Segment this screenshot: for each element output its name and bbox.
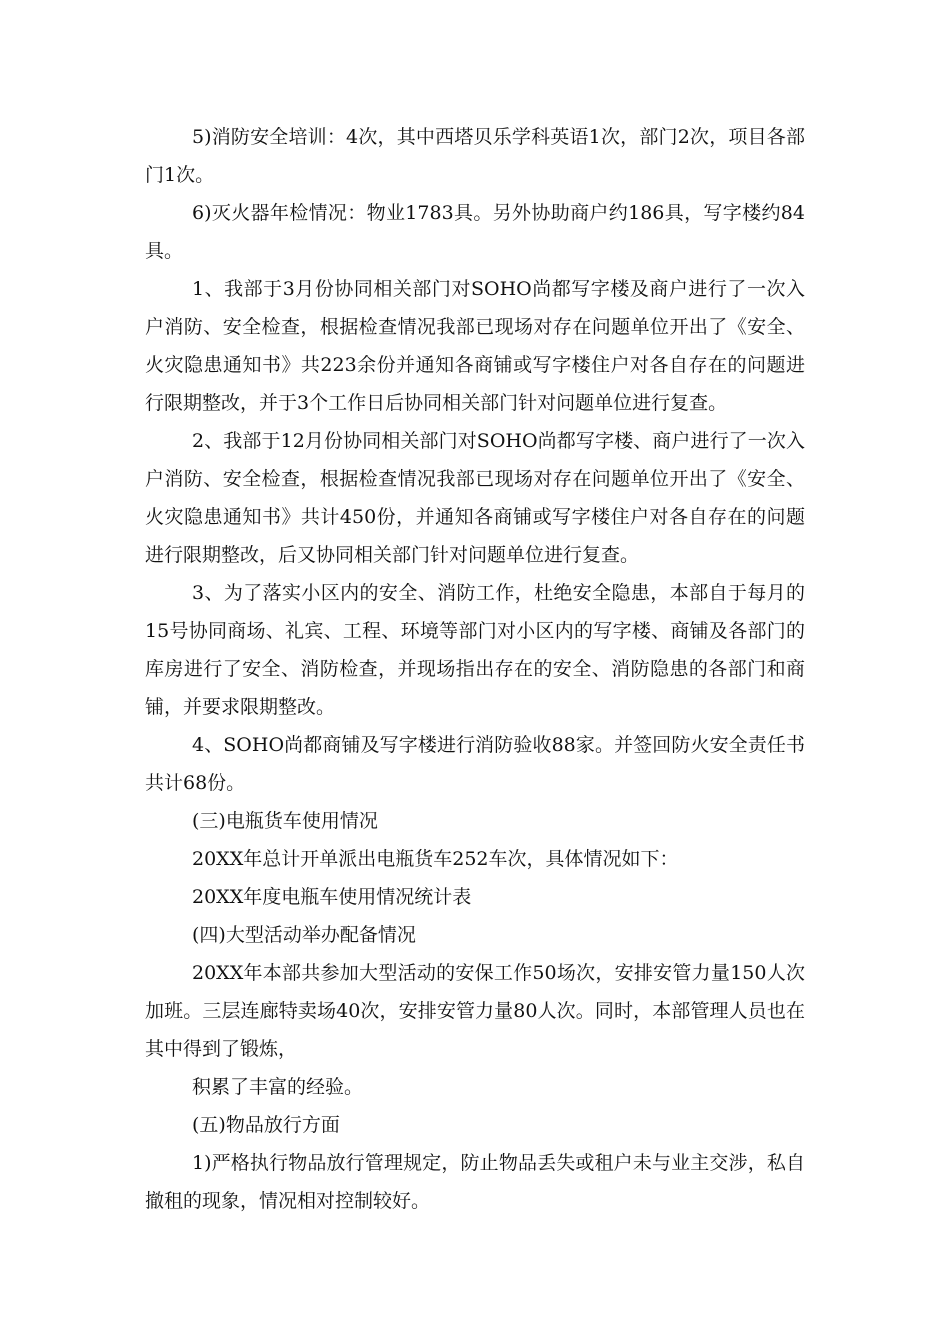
paragraph-goods-release-rule: 1)严格执行物品放行管理规定，防止物品丢失或租户未与业主交涉，私自撤租的现象，情况相对控制较好。 <box>145 1152 805 1212</box>
section-heading-large-events: (四)大型活动举办配备情况 <box>192 924 416 946</box>
paragraph-monthly-inspection: 3、为了落实小区内的安全、消防工作，杜绝安全隐患，本部自于每月的15号协同商场、礼宾、工程、环境等部门对小区内的写字楼、商铺及各部门的库房进行了安全、消防检查，并现场指出存在的安全、消防隐患的各部门和商铺，并要求限期整改。 <box>145 582 805 718</box>
paragraph-experience: 积累了丰富的经验。 <box>192 1076 364 1098</box>
section-heading-goods-release: (五)物品放行方面 <box>192 1114 340 1136</box>
paragraph-electric-truck-total: 20XX年总计开单派出电瓶货车252车次，具体情况如下： <box>192 848 679 870</box>
paragraph-fire-training: 5)消防安全培训：4次，其中西塔贝乐学科英语1次，部门2次，项目各部门1次。 <box>145 126 805 186</box>
paragraph-fire-acceptance: 4、SOHO尚都商铺及写字楼进行消防验收88家。并签回防火安全责任书共计68份。 <box>145 734 805 794</box>
paragraph-march-inspection: 1、我部于3月份协同相关部门对SOHO尚都写字楼及商户进行了一次入户消防、安全检查，根据检查情况我部已现场对存在问题单位开出了《安全、火灾隐患通知书》共223余份并通知各商铺或写字楼住户对各自存在的问题进行限期整改，并于3个工作日后协同相关部门针对问题单位进行复查。 <box>145 278 805 414</box>
paragraph-december-inspection: 2、我部于12月份协同相关部门对SOHO尚都写字楼、商户进行了一次入户消防、安全检查，根据检查情况我部已现场对存在问题单位开出了《安全、火灾隐患通知书》共计450份，并通知各商铺或写字楼住户对各自存在的问题进行限期整改，后又协同相关部门针对问题单位进行复查。 <box>145 430 805 566</box>
paragraph-electric-truck-table-title: 20XX年度电瓶车使用情况统计表 <box>192 886 472 908</box>
section-heading-electric-truck: (三)电瓶货车使用情况 <box>192 810 378 832</box>
paragraph-extinguisher-inspection: 6)灭火器年检情况：物业1783具。另外协助商户约186具，写字楼约84具。 <box>145 202 805 262</box>
paragraph-large-events: 20XX年本部共参加大型活动的安保工作50场次，安排安管力量150人次加班。三层连廊特卖场40次，安排安管力量80人次。同时，本部管理人员也在其中得到了锻炼， <box>145 962 805 1060</box>
document-page <box>145 118 805 1220</box>
